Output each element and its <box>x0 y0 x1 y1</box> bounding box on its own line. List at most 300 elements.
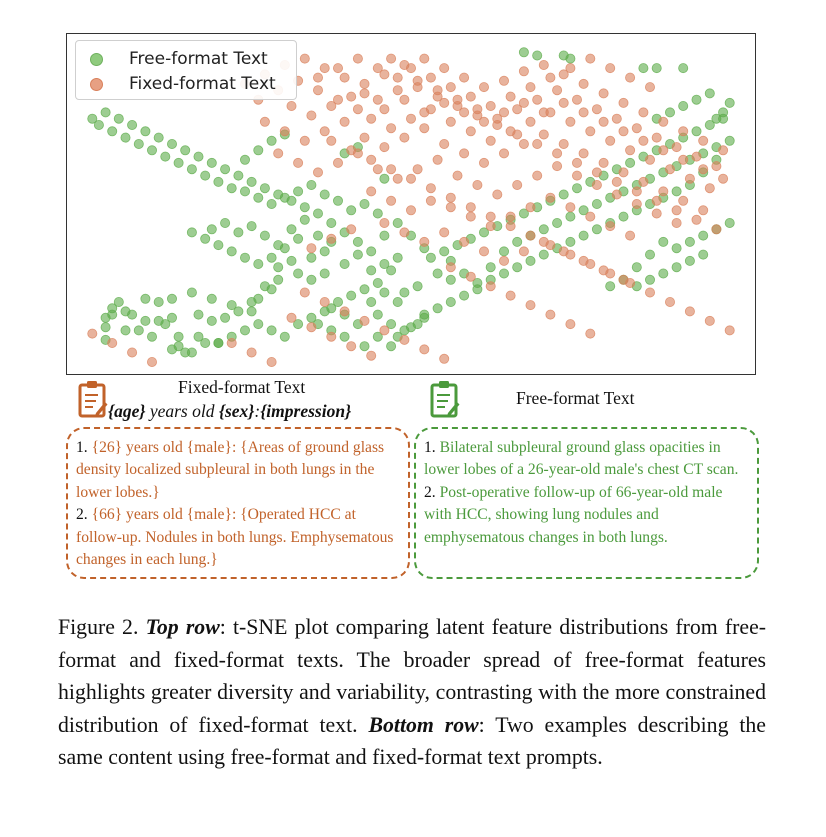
legend-marker-free <box>90 53 103 66</box>
point-fixed-213 <box>446 193 455 202</box>
point-fixed-228 <box>300 288 309 297</box>
point-fixed-124 <box>546 193 555 202</box>
point-free-77 <box>274 263 283 272</box>
point-fixed-72 <box>280 127 289 136</box>
point-fixed-216 <box>506 222 515 231</box>
point-fixed-163 <box>586 54 595 63</box>
point-free-140 <box>221 165 230 174</box>
point-fixed-230 <box>340 307 349 316</box>
point-free-180 <box>672 187 681 196</box>
point-fixed-130 <box>400 228 409 237</box>
point-fixed-24 <box>719 146 728 155</box>
point-fixed-119 <box>446 203 455 212</box>
point-free-56 <box>320 269 329 278</box>
point-fixed-214 <box>466 203 475 212</box>
legend-label-fixed: Fixed-format Text <box>129 74 276 94</box>
point-fixed-73 <box>300 136 309 145</box>
free-format-examples-box <box>414 427 759 579</box>
point-fixed-211 <box>406 174 415 183</box>
point-fixed-90 <box>639 177 648 186</box>
point-free-38 <box>360 285 369 294</box>
point-free-216 <box>387 266 396 275</box>
point-free-43 <box>360 342 369 351</box>
point-free-251 <box>519 48 528 57</box>
point-free-237 <box>692 127 701 136</box>
point-fixed-147 <box>546 310 555 319</box>
point-free-18 <box>147 332 156 341</box>
free-example-2-text: Post-operative follow-up of 66-year-old male with HCC, showing lung nodules and emphysematous changes in both lungs. <box>424 483 723 546</box>
point-free-21 <box>214 338 223 347</box>
point-free-145 <box>287 196 296 205</box>
point-free-73 <box>221 313 230 322</box>
point-fixed-69 <box>685 174 694 183</box>
point-free-243 <box>659 269 668 278</box>
point-fixed-92 <box>679 196 688 205</box>
point-free-110 <box>347 206 356 215</box>
fixed-example-1-text: {26} years old {male}: {Areas of ground glass density localized subpleural in both lungs in the lower lobes.} <box>76 439 385 501</box>
point-fixed-144 <box>486 282 495 291</box>
point-fixed-202 <box>632 187 641 196</box>
fixed-example-1-number: 1. <box>76 439 92 456</box>
point-free-57 <box>307 275 316 284</box>
point-free-247 <box>692 95 701 104</box>
point-fixed-136 <box>519 247 528 256</box>
point-free-123 <box>174 158 183 167</box>
point-fixed-240 <box>367 351 376 360</box>
point-free-195 <box>473 285 482 294</box>
point-fixed-117 <box>406 206 415 215</box>
point-fixed-219 <box>566 250 575 259</box>
point-fixed-50 <box>307 111 316 120</box>
point-fixed-91 <box>659 187 668 196</box>
point-free-86 <box>254 259 263 268</box>
point-free-116 <box>267 199 276 208</box>
point-free-65 <box>187 288 196 297</box>
point-fixed-97 <box>333 158 342 167</box>
point-free-148 <box>254 146 263 155</box>
point-fixed-215 <box>486 212 495 221</box>
point-fixed-159 <box>506 92 515 101</box>
point-free-228 <box>572 184 581 193</box>
point-free-200 <box>406 323 415 332</box>
point-free-128 <box>108 127 117 136</box>
point-fixed-94 <box>274 149 283 158</box>
point-fixed-217 <box>526 231 535 240</box>
caption-top-text: : t-SNE plot comparing latent feature distributions from free-format and fixed-format texts. The broader spread of free-format features highlights greater diversity and variability, contrasting with the more constrained distribution of fixed-format text. <box>58 615 767 737</box>
point-fixed-14 <box>519 67 528 76</box>
point-fixed-104 <box>473 180 482 189</box>
point-free-19 <box>174 332 183 341</box>
point-fixed-125 <box>566 203 575 212</box>
point-free-142 <box>247 177 256 186</box>
point-fixed-101 <box>413 165 422 174</box>
point-fixed-195 <box>493 120 502 129</box>
point-free-242 <box>672 263 681 272</box>
point-free-108 <box>373 209 382 218</box>
point-fixed-235 <box>440 354 449 363</box>
point-fixed-234 <box>420 345 429 354</box>
point-fixed-150 <box>347 225 356 234</box>
point-free-37 <box>347 291 356 300</box>
point-free-40 <box>373 310 382 319</box>
point-fixed-191 <box>413 83 422 92</box>
point-free-97 <box>274 241 283 250</box>
point-fixed-221 <box>606 269 615 278</box>
point-free-51 <box>367 266 376 275</box>
point-fixed-156 <box>446 83 455 92</box>
point-free-187 <box>579 231 588 240</box>
point-fixed-135 <box>499 256 508 265</box>
point-fixed-198 <box>553 149 562 158</box>
point-fixed-134 <box>479 247 488 256</box>
point-fixed-51 <box>327 101 336 110</box>
point-free-143 <box>260 184 269 193</box>
point-free-15 <box>134 326 143 335</box>
point-fixed-243 <box>267 357 276 366</box>
caption-bottom-label: Bottom row <box>368 712 479 737</box>
caption-bottom-text: : Two examples describing the same content using free-format and fixed-format text prompts. <box>58 712 766 770</box>
point-fixed-142 <box>446 263 455 272</box>
point-free-124 <box>161 152 170 161</box>
point-free-74 <box>234 307 243 316</box>
point-fixed-12 <box>479 83 488 92</box>
point-fixed-158 <box>486 101 495 110</box>
point-fixed-52 <box>347 92 356 101</box>
point-fixed-245 <box>108 338 117 347</box>
template-colon: : <box>254 401 261 421</box>
legend-marker-fixed <box>90 78 103 91</box>
caption-prefix: Figure 2. <box>58 615 146 639</box>
point-fixed-108 <box>553 162 562 171</box>
point-free-198 <box>433 304 442 313</box>
point-fixed-22 <box>679 127 688 136</box>
point-free-88 <box>227 247 236 256</box>
point-free-24 <box>254 320 263 329</box>
point-fixed-208 <box>347 146 356 155</box>
point-free-255 <box>639 64 648 73</box>
point-free-209 <box>632 263 641 272</box>
point-free-188 <box>566 237 575 246</box>
point-fixed-113 <box>652 209 661 218</box>
point-fixed-116 <box>387 196 396 205</box>
point-fixed-128 <box>626 231 635 240</box>
point-fixed-169 <box>400 95 409 104</box>
point-free-75 <box>247 297 256 306</box>
point-fixed-129 <box>380 218 389 227</box>
point-fixed-83 <box>499 149 508 158</box>
point-free-256 <box>652 64 661 73</box>
point-free-11 <box>141 316 150 325</box>
point-fixed-182 <box>659 146 668 155</box>
point-fixed-201 <box>612 177 621 186</box>
point-free-54 <box>353 250 362 259</box>
point-fixed-70 <box>705 184 714 193</box>
point-fixed-227 <box>725 326 734 335</box>
point-fixed-103 <box>453 171 462 180</box>
point-fixed-154 <box>406 64 415 73</box>
point-fixed-111 <box>612 190 621 199</box>
point-free-217 <box>426 253 435 262</box>
point-fixed-10 <box>440 64 449 73</box>
point-free-103 <box>353 237 362 246</box>
template-age: {age} <box>108 401 146 421</box>
point-free-258 <box>725 98 734 107</box>
point-free-160 <box>513 237 522 246</box>
point-free-206 <box>725 218 734 227</box>
point-free-32 <box>340 332 349 341</box>
fixed-format-examples-box <box>66 427 410 579</box>
point-free-16 <box>121 326 130 335</box>
point-fixed-200 <box>592 168 601 177</box>
point-free-98 <box>287 225 296 234</box>
point-fixed-164 <box>606 64 615 73</box>
point-fixed-4 <box>320 64 329 73</box>
point-free-212 <box>433 269 442 278</box>
point-fixed-42 <box>612 114 621 123</box>
point-fixed-31 <box>393 86 402 95</box>
point-fixed-84 <box>519 139 528 148</box>
point-free-202 <box>672 244 681 253</box>
tsne-plot <box>66 33 756 375</box>
point-fixed-239 <box>347 342 356 351</box>
point-fixed-212 <box>426 184 435 193</box>
point-free-211 <box>606 282 615 291</box>
point-fixed-241 <box>227 338 236 347</box>
point-fixed-82 <box>479 158 488 167</box>
template-years-old: years old <box>145 401 219 421</box>
point-fixed-67 <box>645 155 654 164</box>
point-free-138 <box>194 152 203 161</box>
point-fixed-3 <box>300 54 309 63</box>
point-fixed-15 <box>539 60 548 69</box>
point-fixed-66 <box>626 146 635 155</box>
point-fixed-75 <box>340 117 349 126</box>
point-fixed-107 <box>533 171 542 180</box>
point-fixed-123 <box>526 203 535 212</box>
point-free-139 <box>207 158 216 167</box>
point-free-176 <box>725 136 734 145</box>
point-free-149 <box>267 136 276 145</box>
point-fixed-106 <box>513 180 522 189</box>
point-free-101 <box>327 218 336 227</box>
point-free-44 <box>387 342 396 351</box>
point-free-199 <box>420 313 429 322</box>
legend-label-free: Free-format Text <box>129 49 268 69</box>
point-fixed-179 <box>599 117 608 126</box>
point-fixed-246 <box>128 348 137 357</box>
point-free-192 <box>513 263 522 272</box>
point-free-122 <box>187 165 196 174</box>
point-fixed-105 <box>493 190 502 199</box>
point-fixed-192 <box>433 92 442 101</box>
point-fixed-187 <box>333 64 342 73</box>
point-fixed-30 <box>373 95 382 104</box>
point-free-82 <box>313 231 322 240</box>
point-fixed-155 <box>426 73 435 82</box>
clipboard-orange-icon <box>78 380 108 418</box>
point-fixed-174 <box>499 108 508 117</box>
point-fixed-55 <box>406 114 415 123</box>
point-free-95 <box>247 222 256 231</box>
point-free-127 <box>121 133 130 142</box>
point-free-64 <box>207 294 216 303</box>
point-fixed-160 <box>526 83 535 92</box>
point-fixed-189 <box>373 64 382 73</box>
legend-item-free <box>90 47 268 71</box>
fixed-example-2-number: 2. <box>76 506 92 524</box>
point-free-207 <box>659 237 668 246</box>
point-free-93 <box>221 218 230 227</box>
point-free-96 <box>260 231 269 240</box>
point-fixed-153 <box>387 54 396 63</box>
point-fixed-89 <box>619 168 628 177</box>
point-fixed-162 <box>566 64 575 73</box>
point-free-163 <box>553 218 562 227</box>
point-free-158 <box>486 263 495 272</box>
point-free-59 <box>274 275 283 284</box>
point-fixed-43 <box>632 124 641 133</box>
point-fixed-188 <box>353 54 362 63</box>
point-free-133 <box>128 120 137 129</box>
point-fixed-17 <box>579 79 588 88</box>
point-fixed-63 <box>566 117 575 126</box>
point-fixed-95 <box>294 158 303 167</box>
point-fixed-226 <box>705 316 714 325</box>
point-free-130 <box>88 114 97 123</box>
point-fixed-61 <box>526 117 535 126</box>
point-fixed-38 <box>533 95 542 104</box>
point-fixed-223 <box>645 288 654 297</box>
point-fixed-96 <box>313 168 322 177</box>
point-fixed-6 <box>360 79 369 88</box>
point-free-257 <box>679 64 688 73</box>
point-free-36 <box>333 297 342 306</box>
point-free-240 <box>699 250 708 259</box>
point-free-227 <box>559 190 568 199</box>
point-free-153 <box>380 174 389 183</box>
point-free-89 <box>214 241 223 250</box>
point-free-67 <box>154 297 163 306</box>
point-fixed-165 <box>626 73 635 82</box>
point-free-193 <box>499 269 508 278</box>
point-fixed-5 <box>340 73 349 82</box>
point-fixed-181 <box>639 136 648 145</box>
point-free-218 <box>440 247 449 256</box>
point-fixed-41 <box>592 105 601 114</box>
point-fixed-88 <box>599 158 608 167</box>
point-fixed-232 <box>380 326 389 335</box>
point-fixed-23 <box>699 136 708 145</box>
point-fixed-114 <box>672 218 681 227</box>
point-fixed-206 <box>712 225 721 234</box>
point-fixed-149 <box>586 329 595 338</box>
point-fixed-209 <box>367 155 376 164</box>
point-free-164 <box>566 212 575 221</box>
fixed-example-1 <box>76 437 398 504</box>
point-fixed-148 <box>566 320 575 329</box>
point-fixed-87 <box>579 149 588 158</box>
point-free-141 <box>234 171 243 180</box>
point-free-3 <box>187 348 196 357</box>
point-fixed-177 <box>559 98 568 107</box>
point-fixed-59 <box>486 136 495 145</box>
point-free-215 <box>400 288 409 297</box>
point-fixed-21 <box>659 117 668 126</box>
legend-item-fixed <box>90 72 276 96</box>
point-fixed-222 <box>626 278 635 287</box>
point-free-113 <box>307 180 316 189</box>
point-free-25 <box>267 326 276 335</box>
point-fixed-131 <box>420 237 429 246</box>
point-fixed-79 <box>420 124 429 133</box>
point-fixed-27 <box>313 86 322 95</box>
point-fixed-203 <box>652 196 661 205</box>
point-fixed-71 <box>260 117 269 126</box>
point-fixed-185 <box>719 174 728 183</box>
point-fixed-39 <box>553 86 562 95</box>
point-fixed-110 <box>592 180 601 189</box>
point-free-6 <box>101 323 110 332</box>
point-free-184 <box>619 212 628 221</box>
point-free-70 <box>108 304 117 313</box>
point-free-105 <box>380 231 389 240</box>
point-free-72 <box>207 316 216 325</box>
point-free-197 <box>446 297 455 306</box>
point-fixed-224 <box>665 297 674 306</box>
point-free-246 <box>705 89 714 98</box>
free-format-heading: Free-format Text <box>516 388 635 408</box>
point-fixed-120 <box>466 212 475 221</box>
fixed-format-template <box>108 401 351 422</box>
point-free-249 <box>665 108 674 117</box>
point-free-114 <box>294 187 303 196</box>
point-free-112 <box>320 190 329 199</box>
point-fixed-207 <box>327 136 336 145</box>
point-fixed-53 <box>367 114 376 123</box>
fixed-example-2-text: {66} years old {male}: {Operated HCC at follow-up. Nodules in both lungs. Emphysematous changes in each lung.} <box>76 506 394 569</box>
point-free-186 <box>592 225 601 234</box>
point-free-121 <box>201 171 210 180</box>
point-fixed-68 <box>665 165 674 174</box>
point-fixed-29 <box>353 105 362 114</box>
free-example-2-number: 2. <box>424 483 440 501</box>
point-fixed-166 <box>645 83 654 92</box>
point-fixed-112 <box>632 199 641 208</box>
point-free-260 <box>712 114 721 123</box>
point-fixed-194 <box>473 111 482 120</box>
point-free-132 <box>114 114 123 123</box>
point-free-23 <box>240 326 249 335</box>
point-free-55 <box>340 259 349 268</box>
point-fixed-193 <box>453 101 462 110</box>
point-fixed-78 <box>400 133 409 142</box>
point-free-99 <box>300 215 309 224</box>
point-free-109 <box>360 199 369 208</box>
point-fixed-57 <box>446 117 455 126</box>
point-free-104 <box>367 247 376 256</box>
point-free-50 <box>373 278 382 287</box>
point-free-196 <box>460 291 469 300</box>
point-fixed-178 <box>579 108 588 117</box>
point-free-136 <box>167 139 176 148</box>
point-free-106 <box>393 218 402 227</box>
point-free-252 <box>533 51 542 60</box>
point-free-254 <box>566 54 575 63</box>
template-sex: {sex} <box>218 401 255 421</box>
template-impression: {impression} <box>260 401 352 421</box>
point-free-78 <box>287 256 296 265</box>
point-fixed-176 <box>539 108 548 117</box>
